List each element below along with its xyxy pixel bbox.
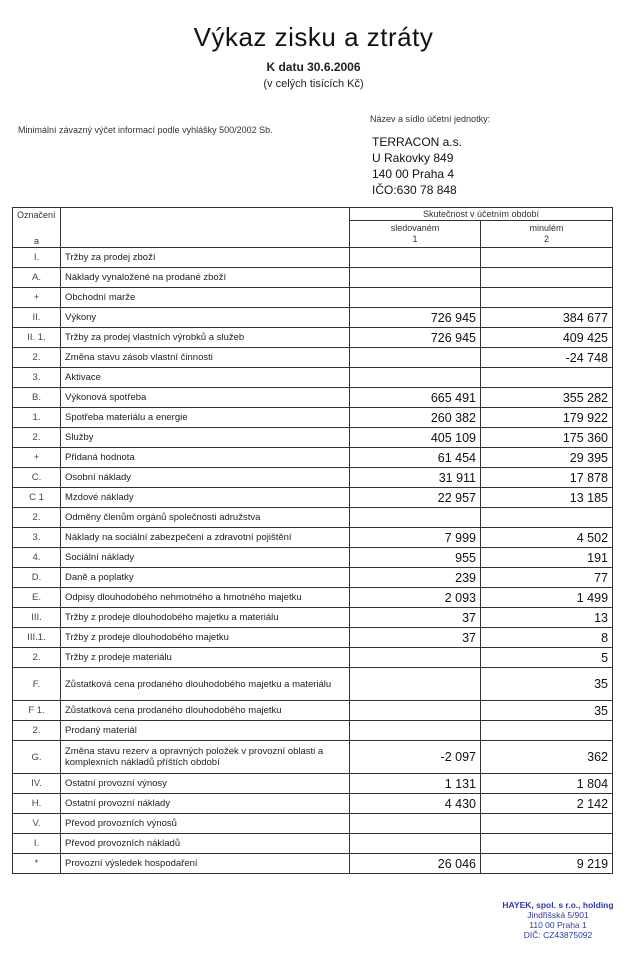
row-code: D.	[13, 568, 61, 588]
entity-label: Název a sídlo účetní jednotky:	[370, 114, 491, 124]
header-sledovanem-label: sledovaném	[390, 223, 440, 233]
row-code: III.1.	[13, 628, 61, 648]
row-code: 2.	[13, 648, 61, 668]
header-oznaceni-label: Označení	[17, 210, 56, 220]
row-label: Daně a poplatky	[61, 568, 350, 588]
row-value-current	[350, 648, 481, 668]
stamp-line-3: 110 00 Praha 1	[529, 920, 587, 930]
row-value-current: 1 131	[350, 774, 481, 794]
row-code: 2.	[13, 428, 61, 448]
row-value-current: 726 945	[350, 308, 481, 328]
row-value-current	[350, 701, 481, 721]
row-value-previous	[481, 814, 613, 834]
row-label: Prodaný materiál	[61, 721, 350, 741]
row-label: Odměny členům orgánů společnosti adružstva	[61, 508, 350, 528]
row-value-current: 955	[350, 548, 481, 568]
row-label: Provozní výsledek hospodaření	[61, 854, 350, 874]
table-row	[13, 488, 613, 508]
row-code: II.	[13, 308, 61, 328]
row-value-previous: 17 878	[481, 468, 613, 488]
row-code: *	[13, 854, 61, 874]
row-value-previous	[481, 508, 613, 528]
table-row	[13, 774, 613, 794]
row-label: Náklady vynaložené na prodané zboží	[61, 268, 350, 288]
table-row	[13, 308, 613, 328]
stamp-line-1: HAYEK, spol. s r.o., holding	[502, 900, 614, 910]
row-label: Náklady na sociální zabezpečení a zdravotní pojištění	[61, 528, 350, 548]
row-value-previous: 35	[481, 701, 613, 721]
header-skutecnost: Skutečnost v účetním období	[350, 208, 613, 221]
row-value-previous: 13	[481, 608, 613, 628]
company-street: U Rakovky 849	[372, 151, 454, 165]
header-minulem-label: minulém	[529, 223, 564, 233]
row-code: +	[13, 448, 61, 468]
row-value-current: 239	[350, 568, 481, 588]
row-value-current: 26 046	[350, 854, 481, 874]
row-label: Ostatní provozní náklady	[61, 794, 350, 814]
regulation-note: Minimální závazný výčet informací podle vyhlášky 500/2002 Sb.	[18, 125, 273, 135]
row-value-previous: 29 395	[481, 448, 613, 468]
row-value-previous: 8	[481, 628, 613, 648]
row-label: Přidaná hodnota	[61, 448, 350, 468]
header-text-blank	[61, 208, 350, 248]
table-row	[13, 248, 613, 268]
row-value-current: 726 945	[350, 328, 481, 348]
header-oznaceni	[13, 208, 61, 248]
report-unit: (v celých tisících Kč)	[263, 78, 364, 90]
company-info	[372, 134, 462, 198]
row-label: Osobní náklady	[61, 468, 350, 488]
row-label: Mzdové náklady	[61, 488, 350, 508]
row-value-previous: 77	[481, 568, 613, 588]
row-value-current	[350, 248, 481, 268]
row-label: Tržby z prodeje dlouhodobého majetku	[61, 628, 350, 648]
row-label: Aktivace	[61, 368, 350, 388]
table-row	[13, 741, 613, 774]
row-label: Změna stavu rezerv a opravných položek v provozní oblasti a komplexních nákladů příštích období	[61, 741, 350, 774]
table-row	[13, 814, 613, 834]
row-code: II. 1.	[13, 328, 61, 348]
table-row	[13, 448, 613, 468]
row-value-current	[350, 368, 481, 388]
row-code: 3.	[13, 368, 61, 388]
row-code: 4.	[13, 548, 61, 568]
table-row	[13, 628, 613, 648]
row-code: H.	[13, 794, 61, 814]
row-value-previous: 1 499	[481, 588, 613, 608]
row-label: Výkony	[61, 308, 350, 328]
table-row	[13, 268, 613, 288]
table-row	[13, 348, 613, 368]
row-code: 2.	[13, 508, 61, 528]
row-value-previous: 362	[481, 741, 613, 774]
row-value-current: 2 093	[350, 588, 481, 608]
row-code: F 1.	[13, 701, 61, 721]
row-code: F.	[13, 668, 61, 701]
row-value-current: 260 382	[350, 408, 481, 428]
row-label: Služby	[61, 428, 350, 448]
row-label: Ostatní provozní výnosy	[61, 774, 350, 794]
row-label: Tržby za prodej zboží	[61, 248, 350, 268]
row-value-current	[350, 721, 481, 741]
row-value-previous: 4 502	[481, 528, 613, 548]
row-value-current	[350, 348, 481, 368]
header-minulem-num: 2	[544, 234, 550, 244]
header-minulem	[481, 221, 613, 248]
row-value-previous: 35	[481, 668, 613, 701]
table-body	[13, 248, 613, 874]
row-value-current: 405 109	[350, 428, 481, 448]
row-code: B.	[13, 388, 61, 408]
row-value-current: 37	[350, 628, 481, 648]
row-code: I.	[13, 834, 61, 854]
row-label: Převod provozních výnosů	[61, 814, 350, 834]
row-value-previous	[481, 834, 613, 854]
row-value-previous: -24 748	[481, 348, 613, 368]
row-code: 2.	[13, 721, 61, 741]
row-label: Obchodní marže	[61, 288, 350, 308]
stamp-line-2: Jindřišská 5/901	[527, 910, 589, 920]
row-value-previous	[481, 268, 613, 288]
row-value-previous: 384 677	[481, 308, 613, 328]
row-code: 3.	[13, 528, 61, 548]
table-row	[13, 854, 613, 874]
row-code: E.	[13, 588, 61, 608]
row-label: Zůstatková cena prodaného dlouhodobého majetku	[61, 701, 350, 721]
row-code: 1.	[13, 408, 61, 428]
row-label: Sociální náklady	[61, 548, 350, 568]
table-row	[13, 648, 613, 668]
row-value-previous	[481, 721, 613, 741]
row-label: Zůstatková cena prodaného dlouhodobého majetku a materiálu	[61, 668, 350, 701]
report-title: Výkaz zisku a ztráty	[193, 22, 434, 52]
row-value-current: 31 911	[350, 468, 481, 488]
table-row	[13, 668, 613, 701]
table-row	[13, 288, 613, 308]
row-value-previous: 13 185	[481, 488, 613, 508]
company-stamp	[488, 900, 627, 940]
row-value-current	[350, 834, 481, 854]
row-value-current: 61 454	[350, 448, 481, 468]
table-row	[13, 388, 613, 408]
row-value-current: -2 097	[350, 741, 481, 774]
table-row	[13, 408, 613, 428]
table-row	[13, 528, 613, 548]
row-value-previous: 9 219	[481, 854, 613, 874]
row-value-previous	[481, 248, 613, 268]
income-statement-table	[12, 207, 613, 874]
row-code: C 1	[13, 488, 61, 508]
row-code: III.	[13, 608, 61, 628]
row-value-previous: 2 142	[481, 794, 613, 814]
table-row	[13, 834, 613, 854]
table-row	[13, 368, 613, 388]
row-value-previous: 355 282	[481, 388, 613, 408]
row-value-current	[350, 288, 481, 308]
row-value-current	[350, 668, 481, 701]
row-code: 2.	[13, 348, 61, 368]
row-label: Tržby z prodeje dlouhodobého majetku a materiálu	[61, 608, 350, 628]
table-row	[13, 588, 613, 608]
company-city: 140 00 Praha 4	[372, 167, 455, 181]
row-value-current	[350, 508, 481, 528]
row-value-previous: 409 425	[481, 328, 613, 348]
row-value-previous	[481, 288, 613, 308]
table-row	[13, 328, 613, 348]
row-code: +	[13, 288, 61, 308]
row-code: I.	[13, 248, 61, 268]
row-label: Spotřeba materiálu a energie	[61, 408, 350, 428]
row-value-previous: 191	[481, 548, 613, 568]
row-label: Výkonová spotřeba	[61, 388, 350, 408]
row-code: IV.	[13, 774, 61, 794]
row-value-previous: 175 360	[481, 428, 613, 448]
row-value-previous	[481, 368, 613, 388]
table-row	[13, 468, 613, 488]
row-code: G.	[13, 741, 61, 774]
row-code: C.	[13, 468, 61, 488]
header-sledovanem	[350, 221, 481, 248]
report-date: K datu 30.6.2006	[266, 60, 361, 74]
row-label: Tržby z prodeje materiálu	[61, 648, 350, 668]
stamp-line-4: DIČ: CZ43875092	[523, 930, 593, 940]
row-value-current	[350, 814, 481, 834]
row-value-previous: 5	[481, 648, 613, 668]
table-row	[13, 721, 613, 741]
row-value-current: 37	[350, 608, 481, 628]
table-row	[13, 428, 613, 448]
table-row	[13, 608, 613, 628]
row-code: V.	[13, 814, 61, 834]
header-col-a: a	[33, 236, 39, 246]
row-label: Převod provozních nákladů	[61, 834, 350, 854]
row-label: Tržby za prodej vlastních výrobků a služeb	[61, 328, 350, 348]
row-value-previous: 179 922	[481, 408, 613, 428]
row-value-current: 665 491	[350, 388, 481, 408]
row-value-current	[350, 268, 481, 288]
row-label: Změna stavu zásob vlastní činnosti	[61, 348, 350, 368]
table-row	[13, 794, 613, 814]
row-code: A.	[13, 268, 61, 288]
company-name: TERRACON a.s.	[372, 135, 463, 149]
company-ico: IČO:630 78 848	[372, 183, 457, 197]
row-value-previous: 1 804	[481, 774, 613, 794]
row-value-current: 7 999	[350, 528, 481, 548]
table-row	[13, 701, 613, 721]
table-row	[13, 568, 613, 588]
row-label: Odpisy dlouhodobého nehmotného a hmotného majetku	[61, 588, 350, 608]
table-row	[13, 548, 613, 568]
row-value-current: 22 957	[350, 488, 481, 508]
header-sledovanem-num: 1	[412, 234, 418, 244]
table-row	[13, 508, 613, 528]
row-value-current: 4 430	[350, 794, 481, 814]
